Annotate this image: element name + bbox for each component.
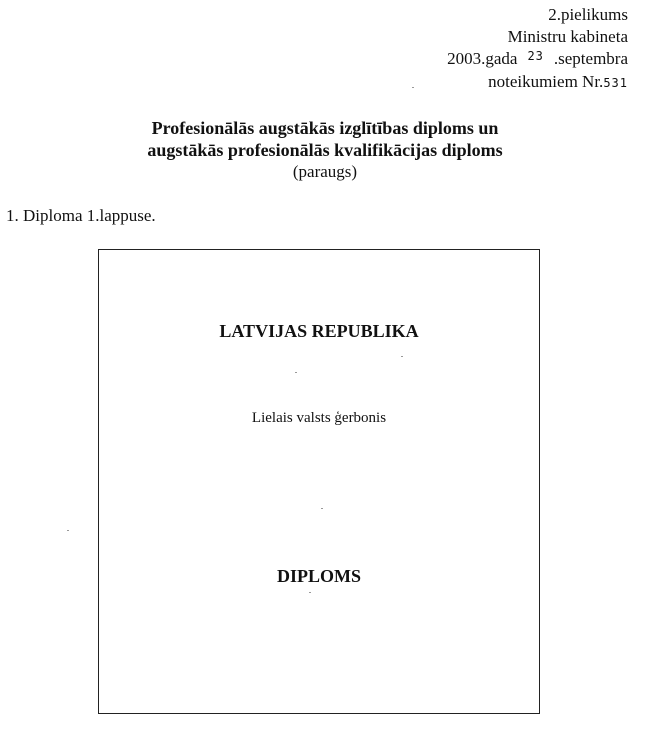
annex-number: 2.pielikums [548, 5, 628, 24]
regulation-label: noteikumiem Nr. [488, 72, 604, 91]
regulation-number: 531 [603, 76, 628, 90]
cabinet-label: Ministru kabineta [507, 27, 628, 46]
coat-of-arms-placeholder: Lielais valsts ģerbonis [251, 410, 387, 426]
scan-speck [412, 87, 414, 88]
diploma-heading: DIPLOMS [276, 566, 361, 586]
date-prefix: 2003.gada [447, 49, 518, 68]
scan-speck [295, 372, 297, 373]
scan-speck [67, 530, 69, 531]
section-label: 1. Diploma 1.lappuse. [6, 206, 156, 225]
annex-header [447, 4, 628, 94]
title-subtitle: (paraugs) [292, 162, 358, 181]
document-title [0, 117, 650, 183]
date-month: .septembra [553, 49, 628, 68]
title-line-2: augstākās profesionālās kvalifikācijas diploms [147, 140, 503, 160]
scan-speck [401, 356, 403, 357]
date-day: 23 [527, 49, 544, 63]
republic-heading: LATVIJAS REPUBLIKA [219, 321, 419, 341]
regulation-reference [447, 71, 628, 94]
scan-speck [321, 508, 323, 509]
scan-speck [309, 592, 311, 593]
diploma-page-frame [98, 249, 540, 714]
regulation-date [447, 48, 628, 71]
title-line-1: Profesionālās augstākās izglītības diploms un [151, 118, 499, 138]
